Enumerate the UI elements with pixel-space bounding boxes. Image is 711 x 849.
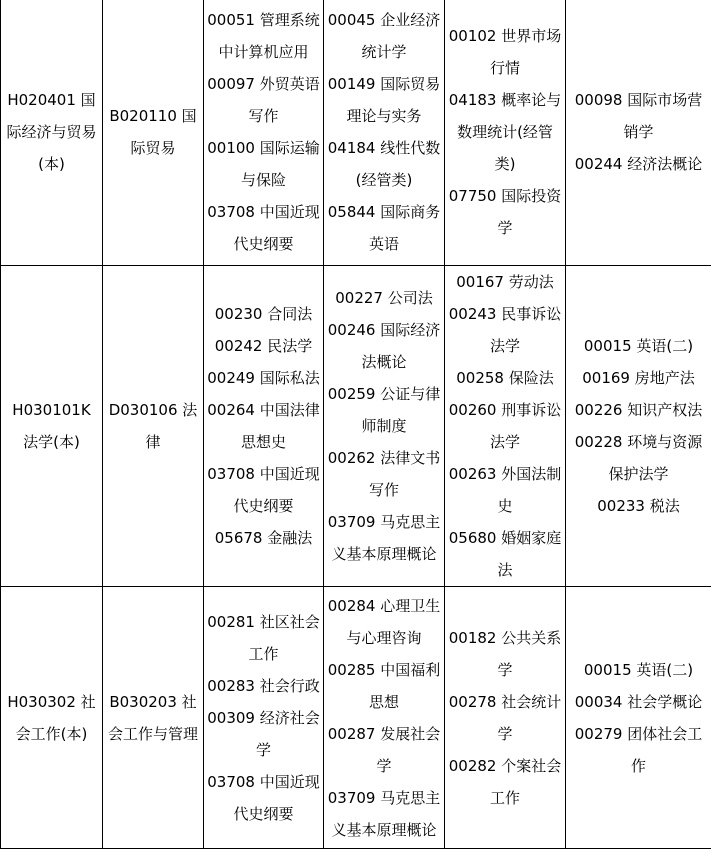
course-item: 00246 国际经济法概论: [326, 314, 442, 378]
course-item: 00287 发展社会学: [326, 718, 442, 782]
course-item: 05678 金融法: [206, 522, 321, 554]
course-list-cell: [324, 266, 445, 587]
major-cell: H020401 国际经济与贸易(本): [1, 0, 103, 266]
course-item: 00015 英语(二): [568, 654, 709, 686]
course-item: 00283 社会行政: [206, 670, 321, 702]
course-item: 00284 心理卫生与心理咨询: [326, 590, 442, 654]
table-row: [1, 0, 711, 266]
course-item: 00282 个案社会工作: [447, 750, 563, 814]
course-item: 00230 合同法: [206, 298, 321, 330]
related-major-cell: B020110 国际贸易: [103, 0, 204, 266]
major-cell: H030302 社会工作(本): [1, 587, 103, 849]
course-item: 00259 公证与律师制度: [326, 378, 442, 442]
course-item: 00262 法律文书写作: [326, 442, 442, 506]
course-item: 00226 知识产权法: [568, 394, 709, 426]
course-item: 00182 公共关系学: [447, 622, 563, 686]
course-list-cell: [445, 266, 566, 587]
table-body: [1, 0, 711, 849]
course-item: 05680 婚姻家庭法: [447, 522, 563, 586]
course-item: 00015 英语(二): [568, 330, 709, 362]
course-list-cell: [566, 266, 711, 587]
course-list-cell: [445, 0, 566, 266]
course-list-cell: [566, 0, 711, 266]
course-item: 00227 公司法: [326, 282, 442, 314]
course-item: 05844 国际商务英语: [326, 196, 442, 260]
course-item: 00167 劳动法: [447, 266, 563, 298]
related-major-cell: D030106 法律: [103, 266, 204, 587]
course-item: 04184 线性代数(经管类): [326, 132, 442, 196]
course-item: 00169 房地产法: [568, 362, 709, 394]
course-item: 00034 社会学概论: [568, 686, 709, 718]
course-item: 00243 民事诉讼法学: [447, 298, 563, 362]
course-list-cell: [445, 587, 566, 849]
course-item: 00285 中国福利思想: [326, 654, 442, 718]
course-list-cell: [324, 0, 445, 266]
course-list-cell: [204, 266, 324, 587]
course-item: 00098 国际市场营销学: [568, 84, 709, 148]
course-item: 00051 管理系统中计算机应用: [206, 4, 321, 68]
course-item: 00249 国际私法: [206, 362, 321, 394]
course-item: 00263 外国法制史: [447, 458, 563, 522]
course-item: 00242 民法学: [206, 330, 321, 362]
course-list-cell: [324, 587, 445, 849]
course-item: 03708 中国近现代史纲要: [206, 458, 321, 522]
course-item: 04183 概率论与数理统计(经管类): [447, 84, 563, 180]
course-item: 00097 外贸英语写作: [206, 68, 321, 132]
course-item: 00258 保险法: [447, 362, 563, 394]
related-major-cell: B030203 社会工作与管理: [103, 587, 204, 849]
course-item: 00279 团体社会工作: [568, 718, 709, 782]
course-item: 03709 马克思主义基本原理概论: [326, 782, 442, 846]
table-row: [1, 587, 711, 849]
course-item: 00281 社区社会工作: [206, 606, 321, 670]
course-item: 00260 刑事诉讼法学: [447, 394, 563, 458]
course-item: 00102 世界市场行情: [447, 20, 563, 84]
course-item: 03709 马克思主义基本原理概论: [326, 506, 442, 570]
course-item: 03708 中国近现代史纲要: [206, 196, 321, 260]
course-list-cell: [204, 0, 324, 266]
course-item: 00100 国际运输与保险: [206, 132, 321, 196]
course-item: 00045 企业经济统计学: [326, 4, 442, 68]
course-list-cell: [566, 587, 711, 849]
course-item: 00264 中国法律思想史: [206, 394, 321, 458]
course-item: 00149 国际贸易理论与实务: [326, 68, 442, 132]
course-item: 00228 环境与资源保护法学: [568, 426, 709, 490]
table-row: [1, 266, 711, 587]
course-item: 00233 税法: [568, 490, 709, 522]
course-item: 03708 中国近现代史纲要: [206, 766, 321, 830]
course-item: 00309 经济社会学: [206, 702, 321, 766]
course-item: 00278 社会统计学: [447, 686, 563, 750]
course-item: 00244 经济法概论: [568, 148, 709, 180]
course-list-cell: [204, 587, 324, 849]
course-item: 07750 国际投资学: [447, 180, 563, 244]
major-cell: H030101K 法学(本): [1, 266, 103, 587]
